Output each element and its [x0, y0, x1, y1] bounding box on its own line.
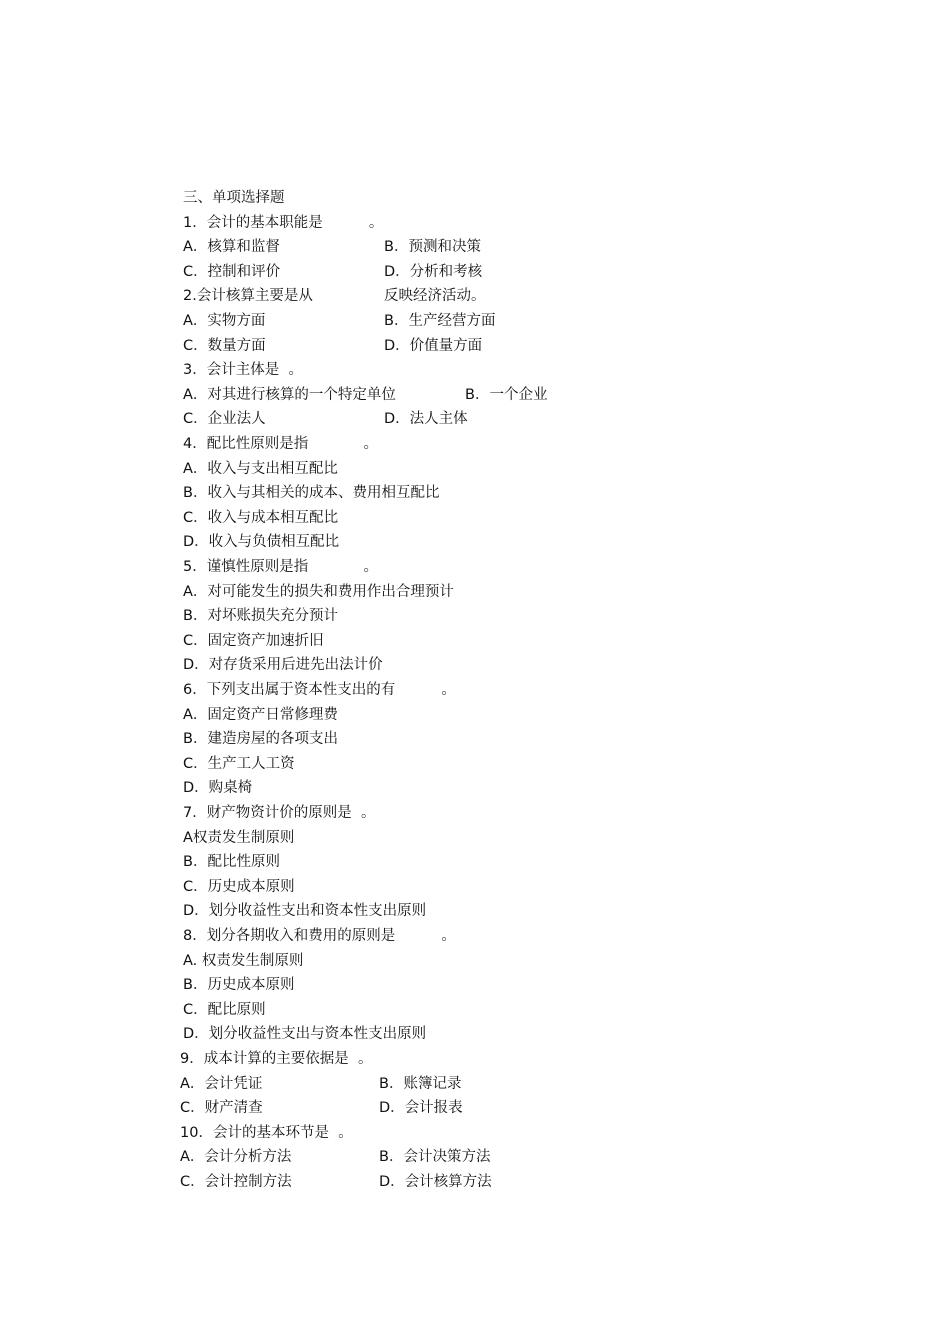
section-title: 三、单项选择题: [183, 190, 285, 206]
document-line: A．核算和监督: [183, 239, 280, 256]
option-right-column: B．账簿记录: [379, 1075, 462, 1092]
document-line: C．会计控制方法: [180, 1173, 292, 1190]
document-line: 1．会计的基本职能是 。: [183, 214, 384, 231]
document-line: 8．划分各期收入和费用的原则是 。: [183, 927, 456, 944]
document-line: 5．谨慎性原则是指 。: [183, 558, 379, 575]
option-right-column: D．会计核算方法: [379, 1173, 492, 1190]
document-line: D．对存货采用后进先出法计价: [183, 657, 383, 674]
option-right-column: D．法人主体: [384, 411, 468, 428]
document-line: A．收入与支出相互配比: [183, 460, 338, 477]
option-right-column: B．预测和决策: [384, 239, 481, 256]
document-line: C．数量方面: [183, 337, 266, 354]
document-line: C．控制和评价: [183, 263, 281, 280]
document-line: B．建造房屋的各项支出: [183, 731, 338, 748]
document-line: B．历史成本原则: [183, 977, 295, 994]
document-line: D．划分收益性支出和资本性支出原则: [183, 903, 427, 920]
option-right-column: D．分析和考核: [384, 263, 483, 280]
document-line: C．生产工人工资: [183, 755, 295, 772]
option-right-column: B．会计决策方法: [379, 1149, 491, 1166]
document-line: A．对可能发生的损失和费用作出合理预计: [183, 583, 454, 600]
document-line: 4．配比性原则是指 。: [183, 435, 379, 452]
document-line: D．购桌椅: [183, 780, 253, 797]
document-line: C．历史成本原则: [183, 878, 295, 895]
option-right-column: D．价值量方面: [384, 337, 483, 354]
document-line: 9．成本计算的主要依据是 。: [180, 1050, 373, 1067]
document-line: D．收入与负债相互配比: [183, 534, 340, 551]
option-right-column: D．会计报表: [379, 1100, 463, 1117]
document-line: C．收入与成本相互配比: [183, 509, 339, 526]
document-line: C．固定资产加速折旧: [183, 632, 324, 649]
document-line: C．财产清查: [180, 1100, 263, 1117]
option-right-column: B．一个企业: [465, 386, 548, 403]
document-line: 3．会计主体是 。: [183, 362, 303, 379]
document-line: A．对其进行核算的一个特定单位: [183, 386, 396, 403]
document-line: C．配比原则: [183, 1001, 266, 1018]
document-line: B．收入与其相关的成本、费用相互配比: [183, 485, 440, 502]
document-line: A．会计分析方法: [180, 1149, 292, 1166]
document-line: B．配比性原则: [183, 854, 280, 871]
option-right-column: B．生产经营方面: [384, 312, 496, 329]
document-line: D．划分收益性支出与资本性支出原则: [183, 1026, 427, 1043]
document-line: A．固定资产日常修理费: [183, 706, 338, 723]
document-line: 2.会计核算主要是从: [183, 288, 313, 305]
document-line: A权责发生制原则: [183, 829, 295, 846]
document-line: 6．下列支出属于资本性支出的有 。: [183, 681, 456, 698]
document-line: A. 权责发生制原则: [183, 952, 304, 969]
option-right-column: 反映经济活动。: [384, 288, 486, 305]
document-line: B．对坏账损失充分预计: [183, 608, 338, 625]
document-line: 7．财产物资计价的原则是 。: [183, 804, 376, 821]
document-line: C．企业法人: [183, 411, 266, 428]
document-line: A．实物方面: [183, 312, 266, 329]
document-line: 10．会计的基本环节是 。: [180, 1124, 353, 1141]
document-line: A．会计凭证: [180, 1075, 263, 1092]
